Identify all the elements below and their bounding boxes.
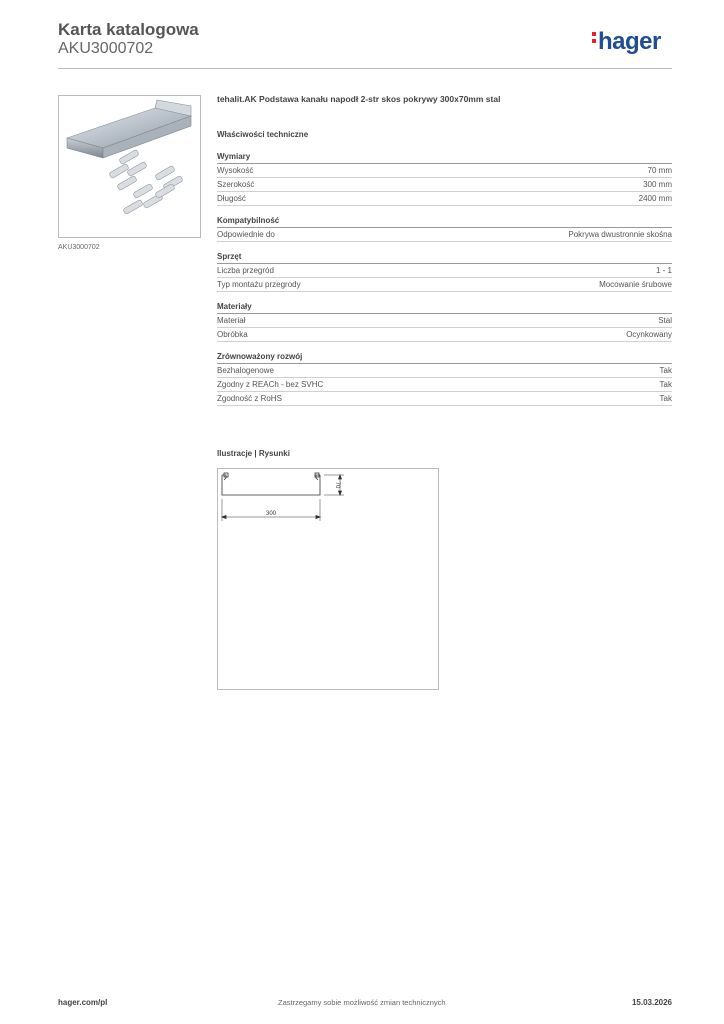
spec-value: Pokrywa dwustronnie skośna xyxy=(568,230,672,239)
spec-row xyxy=(217,378,672,392)
section-title: Materiały xyxy=(217,302,672,314)
tech-properties-title: Właściwości techniczne xyxy=(217,130,309,139)
footer-date: 15.03.2026 xyxy=(631,998,672,1007)
spec-row xyxy=(217,164,672,178)
dimension-width-label: 300 xyxy=(265,511,277,517)
spec-value: Stal xyxy=(658,316,672,325)
product-details xyxy=(217,94,672,406)
spec-row xyxy=(217,264,672,278)
spec-value: 2400 mm xyxy=(638,194,672,203)
spec-value: 70 mm xyxy=(647,166,672,175)
section-title: Zrównoważony rozwój xyxy=(217,352,672,364)
spec-value: Tak xyxy=(659,394,672,403)
page-title: Karta katalogowa xyxy=(58,20,199,39)
cable-trunking-icon xyxy=(59,96,200,237)
spec-row xyxy=(217,314,672,328)
spec-value: 300 mm xyxy=(643,180,672,189)
image-caption: AKU3000702 xyxy=(58,244,100,251)
spec-label: Szerokość xyxy=(217,180,255,189)
cross-section-drawing xyxy=(218,469,438,689)
product-title: tehalit.AK Podstawa kanału napodł 2-str skos pokrywy 300x70mm stal xyxy=(217,94,501,104)
illustrations-title: Ilustracje | Rysunki xyxy=(217,449,290,458)
spec-value: Tak xyxy=(659,380,672,389)
spec-value: Mocowanie śrubowe xyxy=(599,280,672,289)
spec-label: Materiał xyxy=(217,316,246,325)
spec-row xyxy=(217,278,672,292)
footer-website-link[interactable]: hager.com/pl xyxy=(58,998,108,1007)
spec-value: Tak xyxy=(659,366,672,375)
spec-label: Liczba przegród xyxy=(217,266,274,275)
header-divider xyxy=(58,68,672,69)
spec-row xyxy=(217,228,672,242)
spec-value: Ocynkowany xyxy=(626,330,672,339)
spec-label: Typ montażu przegrody xyxy=(217,280,301,289)
spec-label: Obróbka xyxy=(217,330,248,339)
section-dimensions xyxy=(217,152,672,206)
dimension-height-label: 70 xyxy=(334,481,340,489)
section-title: Wymiary xyxy=(217,152,672,164)
hager-logo xyxy=(592,28,661,56)
spec-row xyxy=(217,178,672,192)
spec-row xyxy=(217,392,672,406)
section-compatibility xyxy=(217,216,672,242)
spec-label: Odpowiednie do xyxy=(217,230,275,239)
spec-label: Zgodny z REACh - bez SVHC xyxy=(217,380,324,389)
spec-label: Zgodność z RoHS xyxy=(217,394,282,403)
section-sustainability xyxy=(217,352,672,406)
spec-label: Bezhalogenowe xyxy=(217,366,274,375)
technical-drawing xyxy=(217,468,439,690)
product-image xyxy=(58,95,201,238)
logo-text: hager xyxy=(598,28,661,55)
logo-dots-icon xyxy=(592,32,596,46)
section-hardware xyxy=(217,252,672,292)
section-title: Kompatybilność xyxy=(217,216,672,228)
spec-row xyxy=(217,192,672,206)
spec-row xyxy=(217,328,672,342)
section-materials xyxy=(217,302,672,342)
product-code: AKU3000702 xyxy=(58,40,154,57)
footer-disclaimer: Zastrzegamy sobie możliwość zmian technicznych xyxy=(278,998,446,1007)
spec-label: Wysokość xyxy=(217,166,254,175)
spec-label: Długość xyxy=(217,194,246,203)
section-title: Sprzęt xyxy=(217,252,672,264)
spec-row xyxy=(217,364,672,378)
spec-value: 1 - 1 xyxy=(655,266,672,275)
